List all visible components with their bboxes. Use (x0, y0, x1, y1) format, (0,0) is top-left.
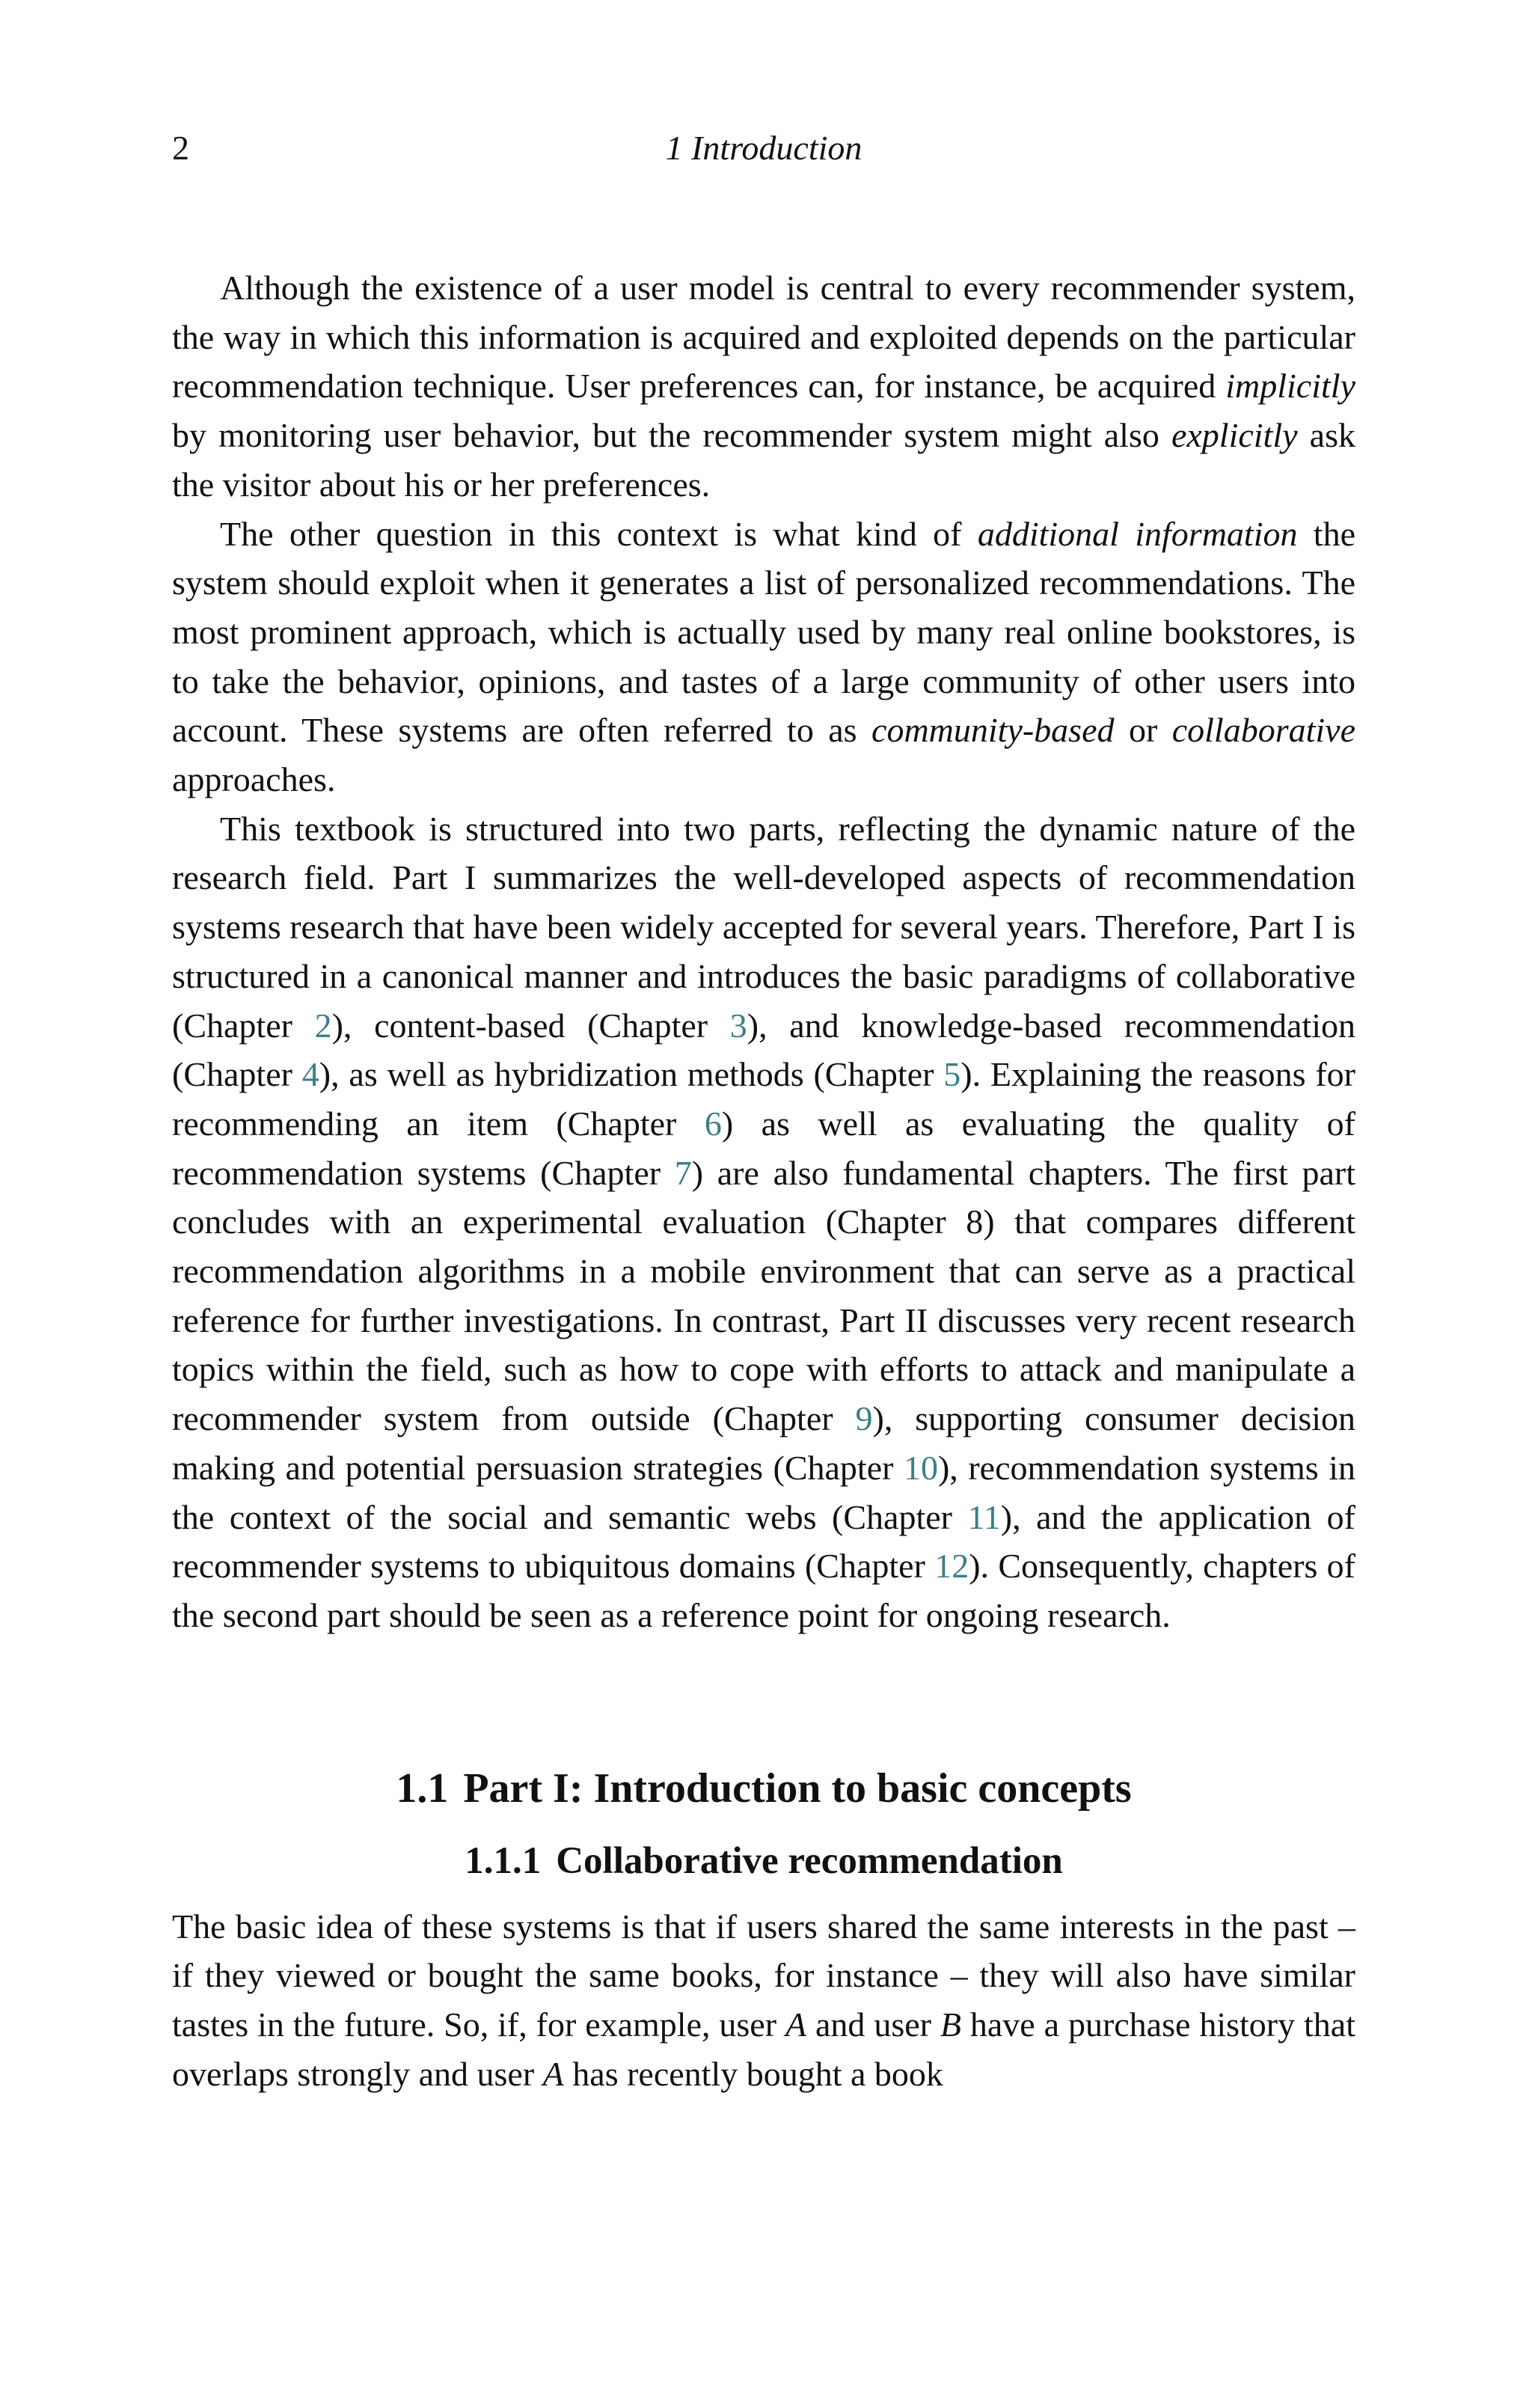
paragraph-collaborative-idea: The basic idea of these systems is that if users shared the same interests in the past – if they viewed or bought the same books, for instance – they will also have similar tastes in the future. So, if, for example, user A and user B have a purchase history that overlaps strongly and user A has recently bought a book (172, 1907, 1355, 2093)
emphasis-community-based: community-based (871, 711, 1115, 750)
variable-user-a: A (542, 2054, 564, 2093)
section-heading (172, 1758, 1355, 1818)
running-head (172, 126, 1355, 171)
chapter-link-12[interactable]: 12 (934, 1547, 969, 1586)
chapter-link-6[interactable]: 6 (704, 1104, 722, 1143)
chapter-link-2[interactable]: 2 (314, 1006, 332, 1045)
chapter-link-4[interactable]: 4 (301, 1055, 319, 1094)
chapter-link-10[interactable]: 10 (903, 1448, 938, 1487)
page-body (172, 263, 1355, 2099)
paragraph-additional-information: The other question in this context is what kind of additional information the system should exploit when it generates a list of personalized recommendations. The most prominent approach, which is actually used by many real online bookstores, is to take the behavior, opinions, and tastes of a large community of other users into account. These systems are often referred to as community-based or collaborative approaches. (172, 514, 1355, 799)
page-number: 2 (172, 129, 189, 167)
paragraph-textbook-structure: This textbook is structured into two parts, reflecting the dynamic nature of the research field. Part I summarizes the well-developed aspects of recommendation systems research that have been widely accepted for several years. Therefore, Part I is structured in a canonical manner and introduces the basic paradigms of collaborative (Chapter 2), content-based (Chapter 3), and knowledge-based recommendation (Chapter 4), as well as hybridization methods (Chapter 5). Explaining the reasons for recommending an item (Chapter 6) as well as evaluating the quality of recommendation systems (Chapter 7) are also fundamental chapters. The first part concludes with an experimental evaluation (Chapter 8) that compares different recommendation algorithms in a mobile environment that can serve as a practical reference for further investigations. In contrast, Part II discusses very recent research topics within the field, such as how to cope with efforts to attack and manipulate a recommender system from outside (Chapter 9), supporting consumer decision making and potential persuasion strategies (Chapter 10), recommendation systems in the context of the social and semantic webs (Chapter 11), and the application of recommender systems to ubiquitous domains (Chapter 12). Consequently, chapters of the second part should be seen as a reference point for ongoing research. (172, 809, 1355, 1634)
chapter-running-title: 1 Introduction (665, 129, 862, 167)
subsection-heading (172, 1835, 1355, 1887)
emphasis-collaborative: collaborative (1171, 711, 1355, 750)
emphasis-implicitly: implicitly (1225, 367, 1355, 406)
chapter-link-5[interactable]: 5 (943, 1055, 961, 1094)
variable-user-b: B (940, 2005, 961, 2044)
chapter-link-9[interactable]: 9 (855, 1399, 873, 1438)
paragraph-user-model: Although the existence of a user model is central to every recommender system, the way in which this information is acquired and exploited depends on the particular recommendation technique. User preferences can, for instance, be acquired implicitly by monitoring user behavior, but the recommender system might also explicitly ask the visitor about his or her preferences. (172, 269, 1355, 504)
subsection-number: 1.1.1 (465, 1839, 542, 1882)
section-number: 1.1 (396, 1764, 449, 1812)
section-title: Part I: Introduction to basic concepts (463, 1764, 1132, 1812)
variable-user-a: A (785, 2005, 807, 2044)
emphasis-explicitly: explicitly (1171, 416, 1298, 455)
subsection-title: Collaborative recommendation (556, 1839, 1063, 1882)
chapter-link-3[interactable]: 3 (729, 1006, 747, 1045)
chapter-link-7[interactable]: 7 (674, 1153, 692, 1192)
chapter-link-11[interactable]: 11 (967, 1497, 1001, 1536)
emphasis-additional-information: additional information (977, 514, 1298, 553)
